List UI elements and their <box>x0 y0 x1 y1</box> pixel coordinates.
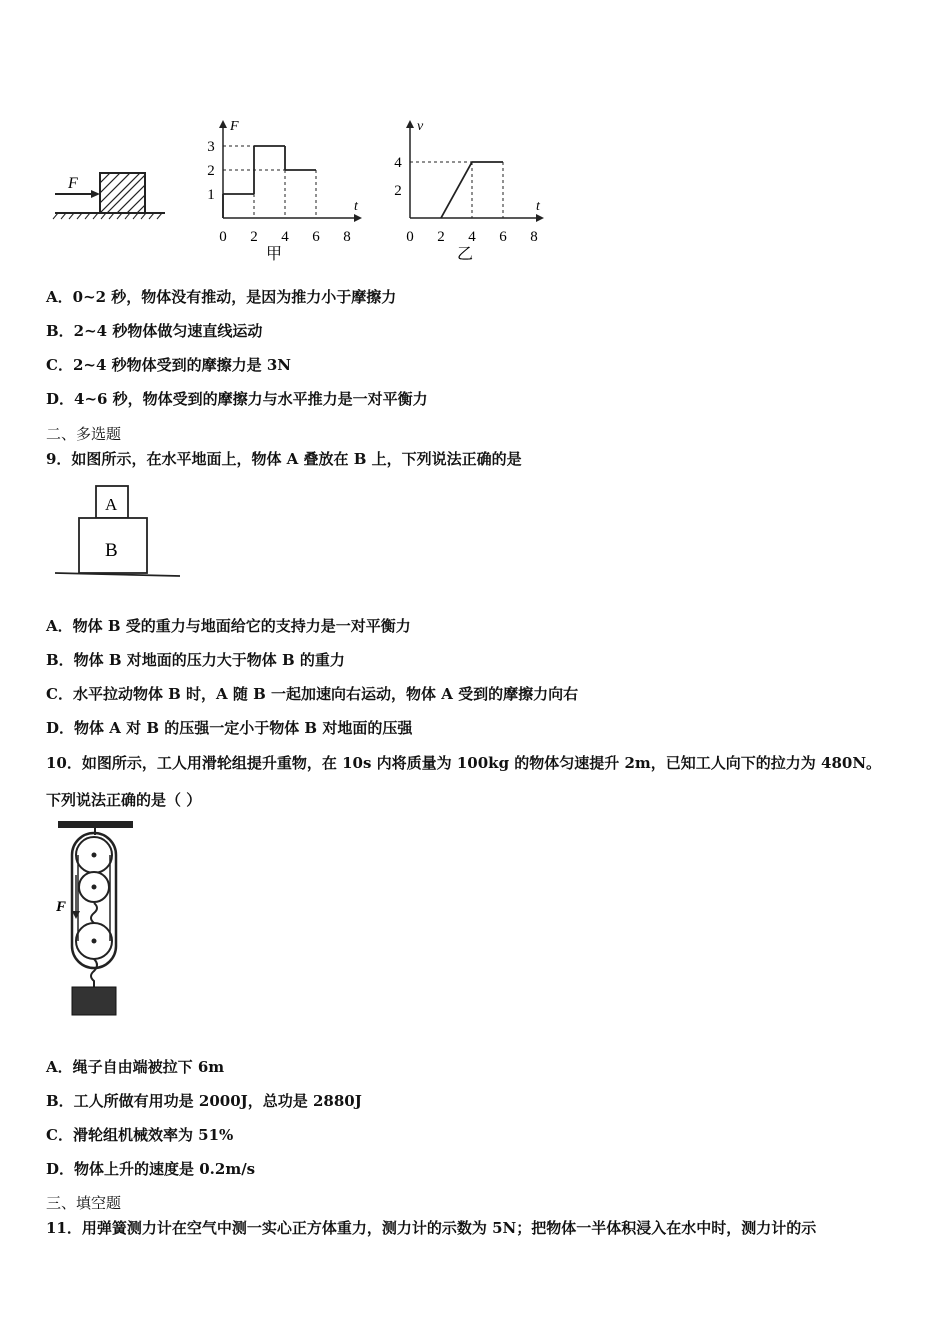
q8-option-a: A．0~2 秒，物体没有推动，是因为推力小于摩擦力 <box>46 288 397 306</box>
x-tick-label: 8 <box>343 229 351 245</box>
graph-caption-yi: 乙 <box>457 246 474 263</box>
q10-option-c: C．滑轮组机械效率为 51% <box>46 1126 234 1144</box>
weight-block <box>72 987 116 1015</box>
graph-caption-jia: 甲 <box>266 246 283 263</box>
x-tick-label: 0 <box>406 229 414 245</box>
y-tick-label: 2 <box>207 163 215 179</box>
q8-option-c: C．2~4 秒物体受到的摩擦力是 3N <box>46 356 291 374</box>
x-tick-label: 2 <box>437 229 445 245</box>
q9-option-d: D．物体 A 对 B 的压强一定小于物体 B 对地面的压强 <box>46 719 413 737</box>
pushed-block-diagram <box>53 173 165 219</box>
graph-yi <box>394 119 544 263</box>
force-label: F <box>68 175 78 192</box>
x-tick-label: 8 <box>530 229 538 245</box>
x-tick-label: 4 <box>281 229 289 245</box>
q10-option-d: D．物体上升的速度是 0.2m/s <box>46 1160 256 1178</box>
q10-stem-line2: 下列说法正确的是（ ） <box>46 791 202 809</box>
q9-option-b: B．物体 B 对地面的压力大于物体 B 的重力 <box>46 651 345 669</box>
q8-option-d: D．4~6 秒，物体受到的摩擦力与水平推力是一对平衡力 <box>46 390 428 408</box>
q10-option-b: B．工人所做有用功是 2000J，总功是 2880J <box>46 1092 362 1110</box>
section-title-fill-in: 三、填空题 <box>46 1194 122 1212</box>
x-tick-label: 6 <box>312 229 320 245</box>
x-tick-label: 6 <box>499 229 507 245</box>
x-axis-label: t <box>354 199 358 214</box>
pull-force-label: F <box>56 899 67 915</box>
q9-figure <box>50 480 190 580</box>
y-tick-label: 1 <box>207 187 215 203</box>
ceiling <box>58 821 133 828</box>
y-tick-label: 3 <box>207 139 215 155</box>
q9-stem: 9．如图所示，在水平地面上，物体 A 叠放在 B 上，下列说法正确的是 <box>46 450 522 468</box>
y-axis-label: v <box>417 119 424 134</box>
section-title-multiple-choice: 二、多选题 <box>46 425 122 443</box>
q10-stem-line1: 10．如图所示，工人用滑轮组提升重物，在 10s 内将质量为 100kg 的物体匀速提升 2m，已知工人向下的拉力为 480N。 <box>46 754 882 772</box>
q8-figure <box>40 110 560 270</box>
q10-pulley-figure <box>50 815 150 1020</box>
x-tick-label: 4 <box>468 229 476 245</box>
q10-option-a: A．绳子自由端被拉下 6m <box>46 1058 225 1076</box>
q8-option-b: B．2~4 秒物体做匀速直线运动 <box>46 322 263 340</box>
y-axis-label: F <box>230 119 239 134</box>
block-a-label: A <box>105 495 118 514</box>
graph-jia <box>207 119 362 263</box>
x-tick-label: 0 <box>219 229 227 245</box>
q9-option-c: C．水平拉动物体 B 时，A 随 B 一起加速向右运动，物体 A 受到的摩擦力向右 <box>46 685 579 703</box>
x-tick-label: 2 <box>250 229 258 245</box>
q9-option-a: A．物体 B 受的重力与地面给它的支持力是一对平衡力 <box>46 617 411 635</box>
q11-stem: 11．用弹簧测力计在空气中测一实心正方体重力，测力计的示数为 5N；把物体一半体积浸入在水中时，测力计的示 <box>46 1219 817 1237</box>
y-tick-label: 4 <box>394 155 402 171</box>
block-b-label: B <box>105 540 118 561</box>
y-tick-label: 2 <box>394 183 402 199</box>
x-axis-label: t <box>536 199 540 214</box>
